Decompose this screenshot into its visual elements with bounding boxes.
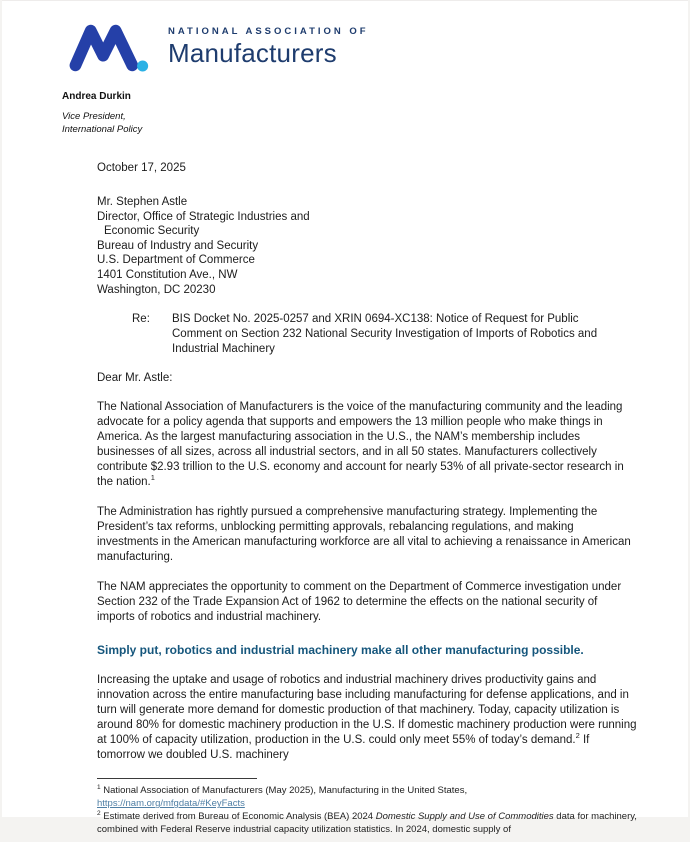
address-line: Mr. Stephen Astle — [97, 196, 188, 208]
sender-title-line1: Vice President, — [62, 111, 126, 122]
re-text: BIS Docket No. 2025-0257 and XRIN 0694-XC138: Notice of Request for Public Comment on Section 232 National Security Investigation of Imports of Robotics and Industrial Machinery — [172, 313, 598, 356]
paragraph-3: The NAM appreciates the opportunity to comment on the Department of Commerce investigation under Section 232 of the Trade Expansion Act of 1962 to determine the effects on the national security of imports of robotics and industrial machinery. — [97, 581, 622, 624]
footnote-1-text: National Association of Manufacturers (May 2025), Manufacturing in the United States, — [100, 785, 468, 797]
paragraph-1 — [97, 400, 638, 490]
salutation: Dear Mr. Astle: — [97, 372, 173, 385]
recipient-address — [97, 195, 638, 297]
re-line — [132, 312, 638, 357]
address-line: Director, Office of Strategic Industries and — [97, 210, 310, 223]
sender-title-line2: International Policy — [62, 123, 143, 135]
footnote-2-italic-title: Domestic Supply and Use of Commodities — [375, 811, 554, 823]
nam-logo-mark-icon — [62, 21, 154, 75]
logo-top-line: NATIONAL ASSOCIATION OF — [168, 26, 369, 37]
letter-page — [2, 0, 688, 836]
address-line: Economic Security — [104, 225, 200, 238]
nam-logo-text — [168, 21, 369, 69]
sender-block — [62, 91, 688, 136]
address-line: U.S. Department of Commerce — [97, 254, 255, 267]
footnote-2-marker: 2 — [97, 810, 101, 817]
address-line: 1401 Constitution Ave., NW — [97, 268, 238, 281]
letter-body — [97, 161, 638, 763]
address-line: Washington, DC 20230 — [97, 283, 216, 296]
sender-title — [62, 111, 688, 136]
paragraph-4 — [97, 673, 638, 763]
logo-bottom-line: Manufacturers — [168, 38, 337, 68]
footnote-1-link[interactable]: https://nam.org/mfgdata/#KeyFacts — [97, 798, 245, 810]
footnote-ref-1: 1 — [150, 473, 155, 483]
footnote-ref-2: 2 — [575, 731, 580, 741]
footnote-2 — [97, 810, 649, 836]
address-line: Bureau of Industry and Security — [97, 239, 259, 252]
paragraph-4-text-after: If tomorrow we doubled U.S. machinery — [97, 734, 590, 762]
footnote-1-marker: 1 — [97, 784, 101, 791]
footnote-1 — [97, 784, 649, 810]
paragraph-1-text: The National Association of Manufacturers is the voice of the manufacturing community and the leading advocate for a policy agenda that supports and empowers the 13 million people who make things in America. As the largest manufacturing association in the U.S., the NAM’s membership includes businesses of all sizes, across all industrial sectors, and in all 50 states. Manufacturers collectively contribute $2.93 trillion to the U.S. economy and account for nearly 53% of all private-sector research in the nation. — [97, 401, 624, 489]
paragraph-4-text: Increasing the uptake and usage of robotics and industrial machinery drives productivity gains and innovation across the entire manufacturing base including manufacturing for defense applications, and in turn will generate more demand for domestic production of that machinery. Today, capacity utilization is around 80% for domestic machinery production in the U.S. If domestic machinery production were running at 100% of capacity utilization, production in the U.S. could only meet 55% of today’s demand. — [97, 674, 637, 747]
sender-name: Andrea Durkin — [62, 91, 131, 102]
footnote-2-text: Estimate derived from Bureau of Economic Analysis (BEA) 2024 — [100, 811, 376, 823]
paragraph-2: The Administration has rightly pursued a comprehensive manufacturing strategy. Implementing the President’s tax reforms, unblocking permitting approvals, rebalancing regulations, and making investments in the American manufacturing workforce are all vital to achieving a renaissance in American manufacturing. — [97, 506, 631, 564]
letter-date: October 17, 2025 — [97, 162, 186, 174]
re-label: Re: — [132, 313, 150, 326]
nam-logo — [62, 21, 688, 75]
section-heading: Simply put, robotics and industrial machinery make all other manufacturing possible. — [97, 643, 584, 658]
footnote-2-text-after: data for machinery, combined with Federal Reserve industrial capacity utilization statistics. In 2024, domestic supply of — [97, 811, 637, 836]
footnotes — [97, 784, 649, 836]
footnote-separator — [97, 778, 257, 779]
